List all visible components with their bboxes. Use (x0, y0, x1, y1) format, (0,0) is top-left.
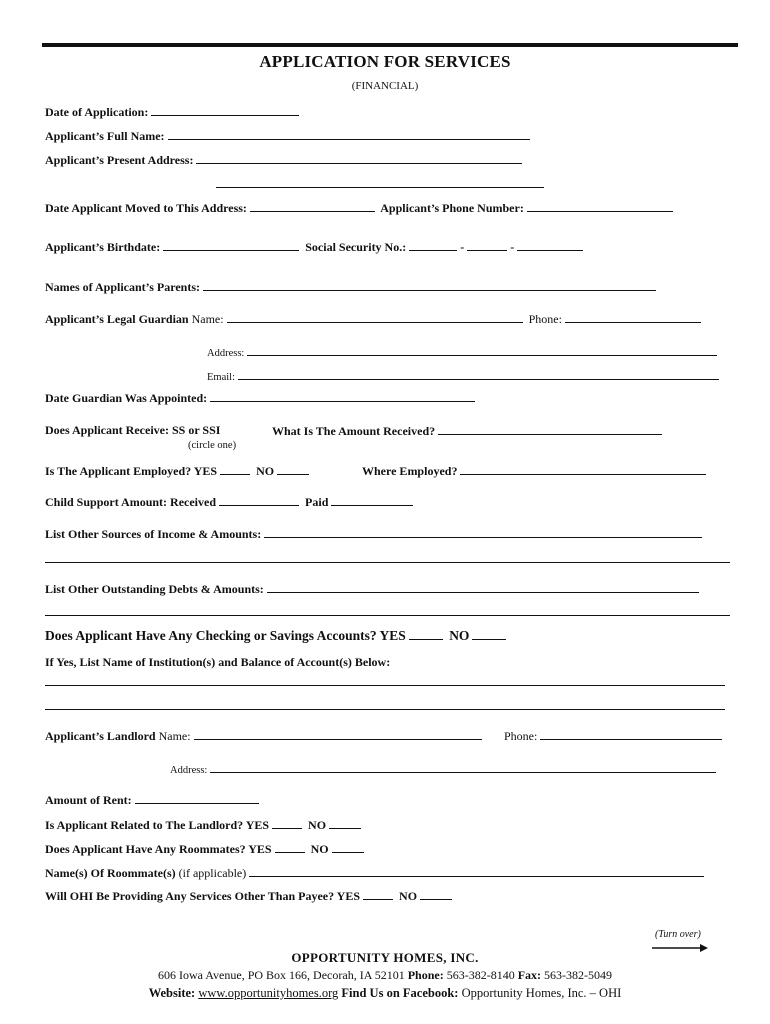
date-of-application-row (45, 104, 302, 120)
accounts-label: Does Applicant Have Any Checking or Savings Accounts? YES (45, 628, 406, 643)
date-of-application-field[interactable] (151, 104, 299, 116)
other-income-label: List Other Sources of Income & Amounts: (45, 527, 262, 541)
present-address-field[interactable] (196, 152, 522, 164)
parents-row (45, 279, 659, 295)
present-address-label: Applicant’s Present Address: (45, 153, 194, 167)
birthdate-label: Applicant’s Birthdate: (45, 240, 161, 254)
rent-label: Amount of Rent: (45, 793, 132, 807)
accounts-yes-field[interactable] (409, 628, 443, 640)
guardian-email-label: Email: (207, 372, 235, 383)
guardian-label: Applicant’s Legal Guardian (45, 312, 189, 326)
parents-label: Names of Applicant’s Parents: (45, 280, 200, 294)
roommates-row (45, 841, 367, 857)
related-no-label: NO (308, 818, 327, 832)
if-applicable-note: (if applicable) (178, 866, 247, 880)
ssn-part-2[interactable] (467, 239, 507, 251)
roommate-names-label: Name(s) Of Roommate(s) (45, 866, 176, 880)
page-title: APPLICATION FOR SERVICES (259, 52, 511, 71)
header-rule (42, 43, 738, 47)
guardian-phone-field[interactable] (565, 311, 701, 323)
employed-yes-field[interactable] (220, 463, 250, 475)
footer-fax: 563-382-5049 (544, 968, 613, 982)
other-debts-row (45, 581, 702, 597)
guardian-row (45, 311, 704, 327)
accounts-line-1[interactable] (45, 685, 725, 686)
other-debts-line-2[interactable] (45, 615, 730, 616)
date-of-application-label: Date of Application: (45, 105, 149, 119)
landlord-phone-field[interactable] (540, 728, 722, 740)
phone-number-label: Applicant’s Phone Number: (380, 201, 524, 215)
other-services-yes-field[interactable] (363, 888, 393, 900)
guardian-email-field[interactable] (238, 368, 719, 380)
guardian-email-row (207, 368, 722, 383)
ssn-part-3[interactable] (517, 239, 583, 251)
related-landlord-label: Is Applicant Related to The Landlord? YES (45, 818, 270, 832)
ssn-label: Social Security No.: (305, 240, 407, 254)
footer-org: OPPORTUNITY HOMES, INC. (291, 950, 479, 965)
footer-phone: 563-382-8140 (446, 968, 515, 982)
date-guardian-row (45, 390, 478, 406)
guardian-address-field[interactable] (247, 344, 717, 356)
roommates-no-field[interactable] (332, 841, 364, 853)
employed-label: Is The Applicant Employed? YES (45, 464, 218, 478)
ssn-part-1[interactable] (409, 239, 457, 251)
landlord-name-field[interactable] (194, 728, 482, 740)
guardian-name-field[interactable] (227, 311, 523, 323)
other-services-label: Will OHI Be Providing Any Services Other Than Payee? YES (45, 889, 361, 903)
date-guardian-field[interactable] (210, 390, 475, 402)
footer-fax-label: Fax: (517, 968, 542, 982)
birthdate-row (45, 239, 586, 255)
date-moved-field[interactable] (250, 200, 375, 212)
where-employed-row (362, 463, 709, 479)
footer-website-label: Website: (148, 986, 196, 1000)
guardian-address-row (207, 344, 720, 359)
where-employed-label: Where Employed? (362, 464, 458, 478)
accounts-no-field[interactable] (472, 628, 506, 640)
date-moved-label: Date Applicant Moved to This Address: (45, 201, 247, 215)
employed-row (45, 463, 312, 479)
roommate-names-field[interactable] (249, 865, 704, 877)
landlord-phone-row (504, 728, 725, 744)
roommates-label: Does Applicant Have Any Roommates? YES (45, 842, 272, 856)
related-landlord-row (45, 817, 364, 833)
child-support-row (45, 494, 416, 510)
page-subtitle: (FINANCIAL) (351, 80, 419, 92)
rent-field[interactable] (135, 792, 259, 804)
rent-row (45, 792, 262, 808)
footer-address: 606 Iowa Avenue, PO Box 166, Decorah, IA 52101 (157, 968, 405, 982)
accounts-line-2[interactable] (45, 709, 725, 710)
amount-received-row (272, 423, 665, 439)
child-support-paid-field[interactable] (331, 494, 413, 506)
landlord-phone-label: Phone: (504, 729, 538, 743)
employed-no-field[interactable] (277, 463, 309, 475)
where-employed-field[interactable] (460, 463, 706, 475)
landlord-label: Applicant’s Landlord (45, 729, 156, 743)
phone-number-field[interactable] (527, 200, 673, 212)
amount-received-label: What Is The Amount Received? (272, 424, 436, 438)
parents-field[interactable] (203, 279, 656, 291)
other-services-row (45, 888, 455, 904)
child-support-paid-label: Paid (305, 495, 329, 509)
present-address-row (45, 152, 525, 168)
if-yes-row (45, 655, 390, 670)
footer-phone-label: Phone: (407, 968, 444, 982)
related-yes-field[interactable] (272, 817, 302, 829)
other-services-no-label: NO (399, 889, 418, 903)
footer-contact (0, 968, 770, 983)
if-yes-label: If Yes, List Name of Institution(s) and Balance of Account(s) Below: (45, 655, 391, 669)
landlord-name-label: Name: (158, 729, 191, 743)
other-services-no-field[interactable] (420, 888, 452, 900)
ssn-dash-2: - (510, 240, 515, 254)
landlord-address-field[interactable] (210, 761, 716, 773)
landlord-row (45, 728, 485, 744)
child-support-label: Child Support Amount: Received (45, 495, 217, 509)
other-income-line-2[interactable] (45, 562, 730, 563)
other-income-field[interactable] (264, 526, 702, 538)
footer-web (0, 986, 770, 1001)
circle-one-note: (circle one) (188, 440, 237, 451)
amount-received-field[interactable] (438, 423, 662, 435)
full-name-label: Applicant’s Full Name: (45, 129, 165, 143)
date-guardian-label: Date Guardian Was Appointed: (45, 391, 208, 405)
related-no-field[interactable] (329, 817, 361, 829)
date-moved-row (45, 200, 676, 216)
child-support-received-field[interactable] (219, 494, 299, 506)
other-debts-label: List Other Outstanding Debts & Amounts: (45, 582, 264, 596)
roommates-no-label: NO (310, 842, 329, 856)
full-name-field[interactable] (168, 128, 530, 140)
turn-over-note: (Turn over) (655, 929, 701, 940)
ssn-dash-1: - (460, 240, 465, 254)
website-link[interactable]: www.opportunityhomes.org (198, 986, 339, 1000)
guardian-address-label: Address: (207, 348, 245, 359)
footer-facebook-label: Find Us on Facebook: (341, 986, 459, 1000)
employed-no-label: NO (256, 464, 275, 478)
landlord-address-label: Address: (170, 765, 208, 776)
accounts-no-label: NO (449, 628, 470, 643)
ss-ssi-label: Does Applicant Receive: SS or SSI (45, 423, 221, 437)
landlord-address-row (170, 761, 719, 776)
accounts-row (45, 628, 509, 644)
ss-ssi-row (45, 423, 220, 438)
roommate-names-row (45, 865, 707, 881)
birthdate-field[interactable] (163, 239, 299, 251)
present-address-line-2[interactable] (216, 187, 544, 188)
full-name-row (45, 128, 533, 144)
roommates-yes-field[interactable] (275, 841, 305, 853)
other-debts-field[interactable] (267, 581, 699, 593)
other-income-row (45, 526, 705, 542)
guardian-name-label: Name: (191, 312, 224, 326)
footer-facebook: Opportunity Homes, Inc. – OHI (461, 986, 622, 1000)
guardian-phone-label: Phone: (528, 312, 562, 326)
